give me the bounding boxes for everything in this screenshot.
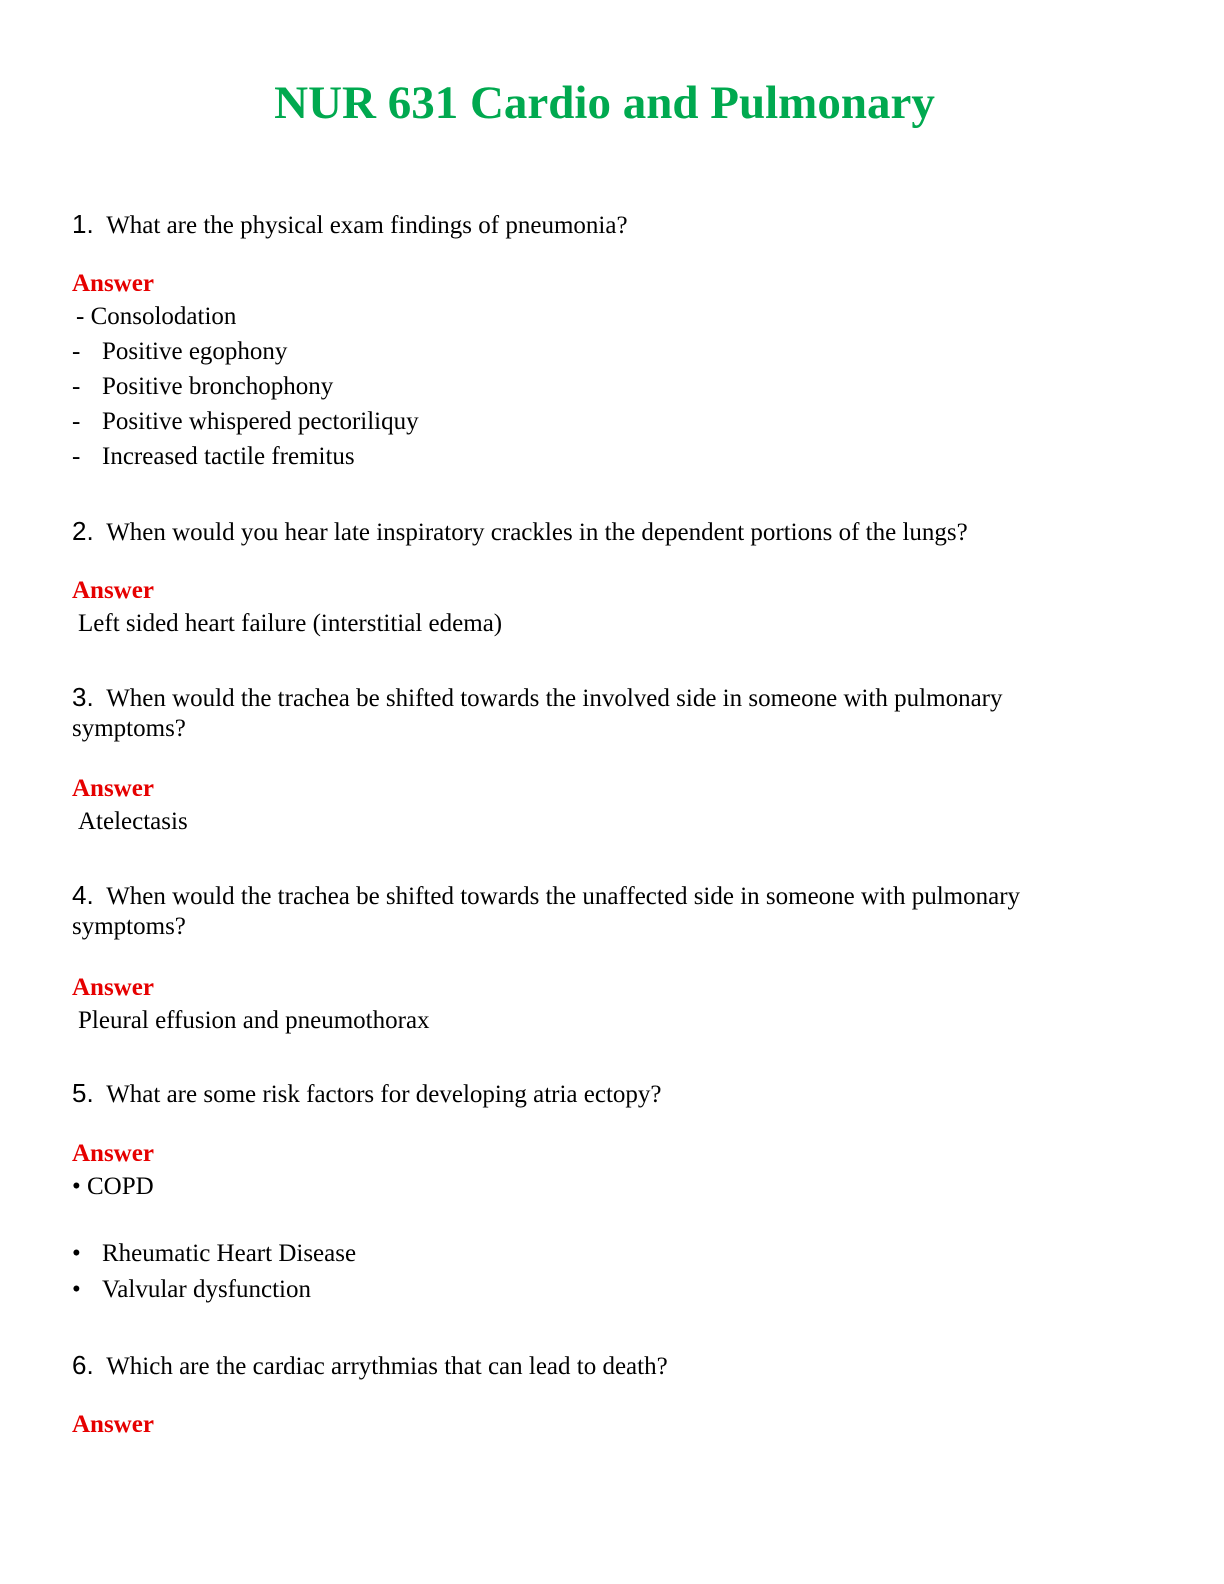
- question-number: 5.: [72, 1078, 94, 1108]
- answer-label: Answer: [72, 1411, 154, 1438]
- answer-label: Answer: [72, 775, 154, 802]
- answer-label: Answer: [72, 1140, 154, 1167]
- answer-item: - Increased tactile fremitus: [72, 443, 355, 470]
- answer-item: • Rheumatic Heart Disease: [72, 1240, 357, 1267]
- question-number: 3.: [72, 682, 94, 712]
- answer-text: Pleural effusion and pneumothorax: [78, 1007, 430, 1034]
- answer-label: Answer: [72, 974, 154, 1001]
- answer-label: Answer: [72, 577, 154, 604]
- answer-item: - Positive whispered pectoriliquy: [72, 408, 419, 435]
- question-5: [72, 1077, 662, 1111]
- answer-text: Atelectasis: [78, 808, 188, 835]
- question-text: What are the physical exam findings of pneumonia?: [106, 212, 628, 239]
- question-4: [72, 879, 1020, 913]
- answer-text: Left sided heart failure (interstitial edema): [78, 610, 503, 637]
- question-text-continued: symptoms?: [72, 913, 186, 940]
- page-title: NUR 631 Cardio and Pulmonary: [274, 77, 935, 129]
- answer-item: - Positive bronchophony: [72, 373, 334, 400]
- question-number: 1.: [72, 209, 94, 239]
- answer-item: - Positive egophony: [72, 338, 288, 365]
- question-2: [72, 515, 968, 549]
- question-number: 6.: [72, 1350, 94, 1380]
- question-text: What are some risk factors for developing atria ectopy?: [106, 1081, 662, 1108]
- question-text: When would you hear late inspiratory crackles in the dependent portions of the lungs?: [106, 519, 968, 546]
- question-text-continued: symptoms?: [72, 715, 186, 742]
- question-number: 4.: [72, 880, 94, 910]
- answer-item: - Consolodation: [76, 303, 237, 330]
- answer-label: Answer: [72, 270, 154, 297]
- question-text: When would the trachea be shifted towards the unaffected side in someone with pulmonary: [106, 883, 1021, 910]
- answer-item: • COPD: [72, 1173, 154, 1200]
- question-6: [72, 1349, 668, 1383]
- question-3: [72, 681, 1003, 715]
- question-1: [72, 208, 628, 242]
- answer-item: • Valvular dysfunction: [72, 1276, 311, 1303]
- question-text: When would the trachea be shifted towards the involved side in someone with pulmonary: [106, 685, 1003, 712]
- question-number: 2.: [72, 516, 94, 546]
- question-text: Which are the cardiac arrythmias that can lead to death?: [106, 1353, 668, 1380]
